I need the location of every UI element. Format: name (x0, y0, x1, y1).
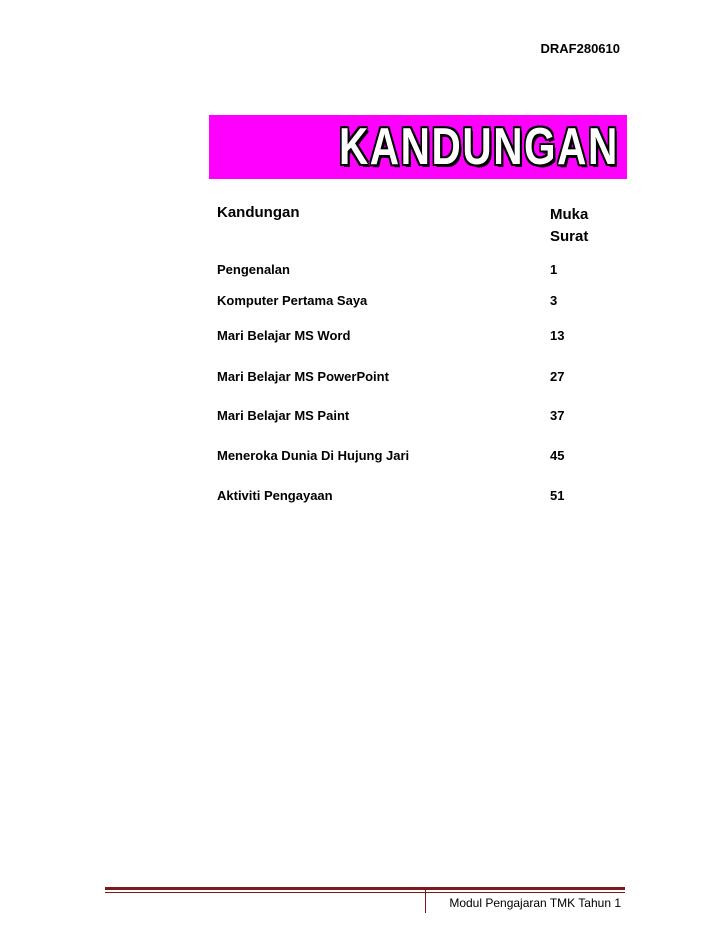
toc-item-title: Aktiviti Pengayaan (217, 488, 333, 503)
footer-rule (105, 887, 625, 890)
toc-heading-page-line2: Surat (550, 228, 589, 245)
toc-item-title: Mari Belajar MS Word (217, 328, 351, 343)
toc-heading-contents: Kandungan (217, 204, 300, 221)
toc-heading-row (217, 204, 637, 254)
toc-item-page: 3 (550, 293, 558, 308)
table-of-contents (217, 204, 637, 503)
toc-item-page: 45 (550, 448, 565, 463)
banner-title: KANDUNGAN (339, 118, 619, 176)
footer-text: Modul Pengajaran TMK Tahun 1 (449, 896, 621, 910)
toc-item-page: 27 (550, 369, 565, 384)
toc-item-title: Komputer Pertama Saya (217, 293, 368, 308)
toc-item-page: 13 (550, 328, 565, 343)
toc-item-page: 37 (550, 408, 565, 423)
toc-item-title: Mari Belajar MS PowerPoint (217, 369, 389, 384)
draft-code: DRAF280610 (540, 41, 620, 56)
title-banner (209, 115, 627, 179)
footer-rule-thin (105, 892, 625, 893)
toc-heading-page (550, 204, 588, 248)
toc-item-page: 1 (550, 262, 558, 277)
toc-heading-page-line1: Muka (550, 206, 589, 223)
toc-item-page: 51 (550, 488, 565, 503)
toc-item-title: Mari Belajar MS Paint (217, 408, 350, 423)
toc-item-title: Pengenalan (217, 262, 290, 277)
footer-divider (425, 887, 426, 913)
toc-item-title: Meneroka Dunia Di Hujung Jari (217, 448, 410, 463)
